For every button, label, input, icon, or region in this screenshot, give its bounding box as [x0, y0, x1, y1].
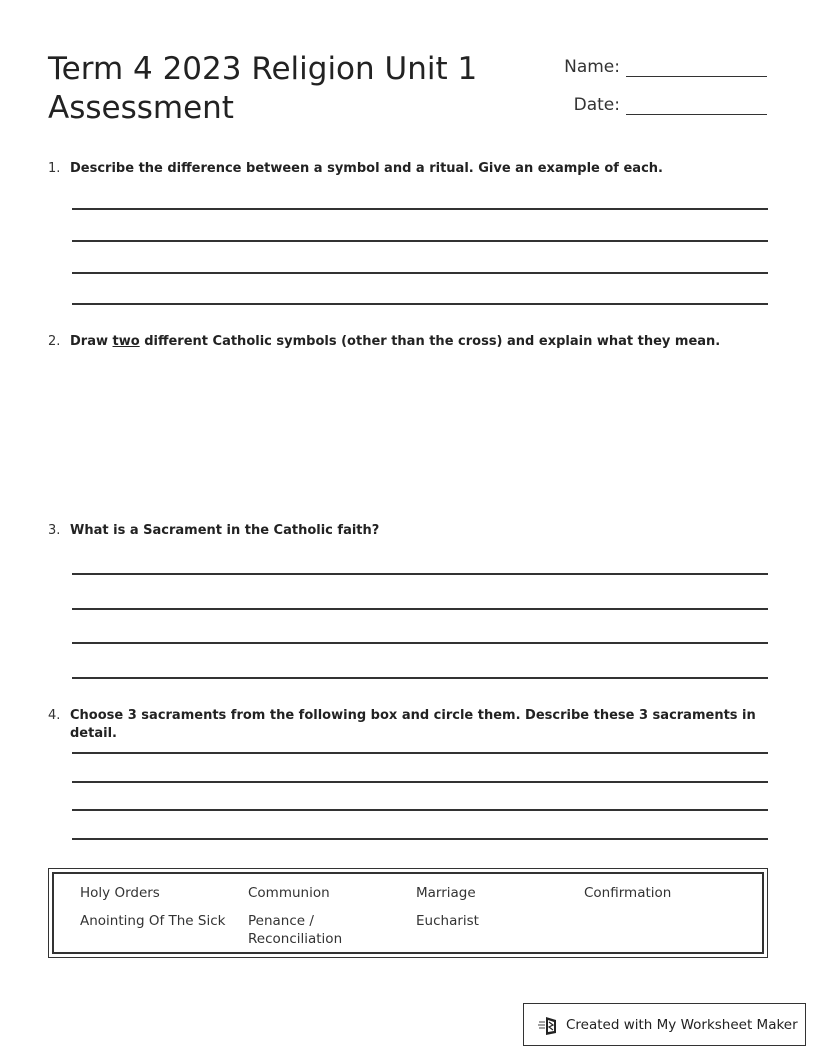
worksheet-maker-logo-icon: [538, 1014, 560, 1036]
question-1: [48, 160, 768, 178]
question-text: Describe the difference between a symbol and a ritual. Give an example of each.: [70, 161, 663, 176]
question-2: [48, 333, 768, 351]
question-number: 4.: [48, 708, 61, 723]
question-number: 1.: [48, 161, 61, 176]
question-text-part: Draw: [70, 334, 113, 349]
answer-line[interactable]: [72, 838, 768, 840]
question-text: Choose 3 sacraments from the following box and circle them. Describe these 3 sacraments in detail.: [70, 708, 756, 741]
sacrament-item[interactable]: Anointing Of The Sick: [80, 913, 226, 929]
question-number: 3.: [48, 523, 61, 538]
sacrament-item[interactable]: Marriage: [416, 885, 476, 901]
question-number: 2.: [48, 334, 61, 349]
answer-line[interactable]: [72, 781, 768, 783]
sacrament-word-box-inner: [52, 872, 764, 954]
answer-line[interactable]: [72, 303, 768, 305]
answer-line[interactable]: [72, 573, 768, 575]
question-text: [70, 333, 720, 351]
date-field-line[interactable]: [626, 90, 767, 115]
created-with-badge[interactable]: [523, 1003, 806, 1046]
answer-line[interactable]: [72, 608, 768, 610]
page-title: Term 4 2023 Religion Unit 1 Assessment: [48, 51, 478, 126]
sacrament-word-box: [48, 868, 768, 958]
question-emphasis: two: [112, 334, 140, 349]
question-3: [48, 522, 768, 540]
answer-line[interactable]: [72, 677, 768, 679]
answer-line[interactable]: [72, 809, 768, 811]
sacrament-item[interactable]: Communion: [248, 885, 330, 901]
date-row: [574, 90, 767, 115]
question-text-part: different Catholic symbols (other than the cross) and explain what they mean.: [139, 334, 721, 349]
sacrament-item[interactable]: Holy Orders: [80, 885, 160, 901]
sacrament-item[interactable]: Eucharist: [416, 913, 479, 929]
answer-line[interactable]: [72, 240, 768, 242]
date-label: Date:: [573, 95, 620, 115]
answer-line[interactable]: [72, 272, 768, 274]
answer-line[interactable]: [72, 208, 768, 210]
created-with-text: Created with My Worksheet Maker: [566, 1016, 798, 1033]
sacrament-item[interactable]: Penance / Reconciliation: [248, 913, 343, 947]
answer-line[interactable]: [72, 752, 768, 754]
name-row: [564, 52, 767, 77]
answer-line[interactable]: [72, 642, 768, 644]
sacrament-item[interactable]: Confirmation: [584, 885, 672, 901]
name-field-line[interactable]: [626, 52, 767, 77]
name-label: Name:: [564, 57, 620, 77]
drawing-area[interactable]: [72, 360, 768, 510]
question-text: What is a Sacrament in the Catholic faith?: [70, 523, 380, 538]
question-4: [48, 707, 768, 743]
sacrament-grid: [80, 884, 752, 948]
